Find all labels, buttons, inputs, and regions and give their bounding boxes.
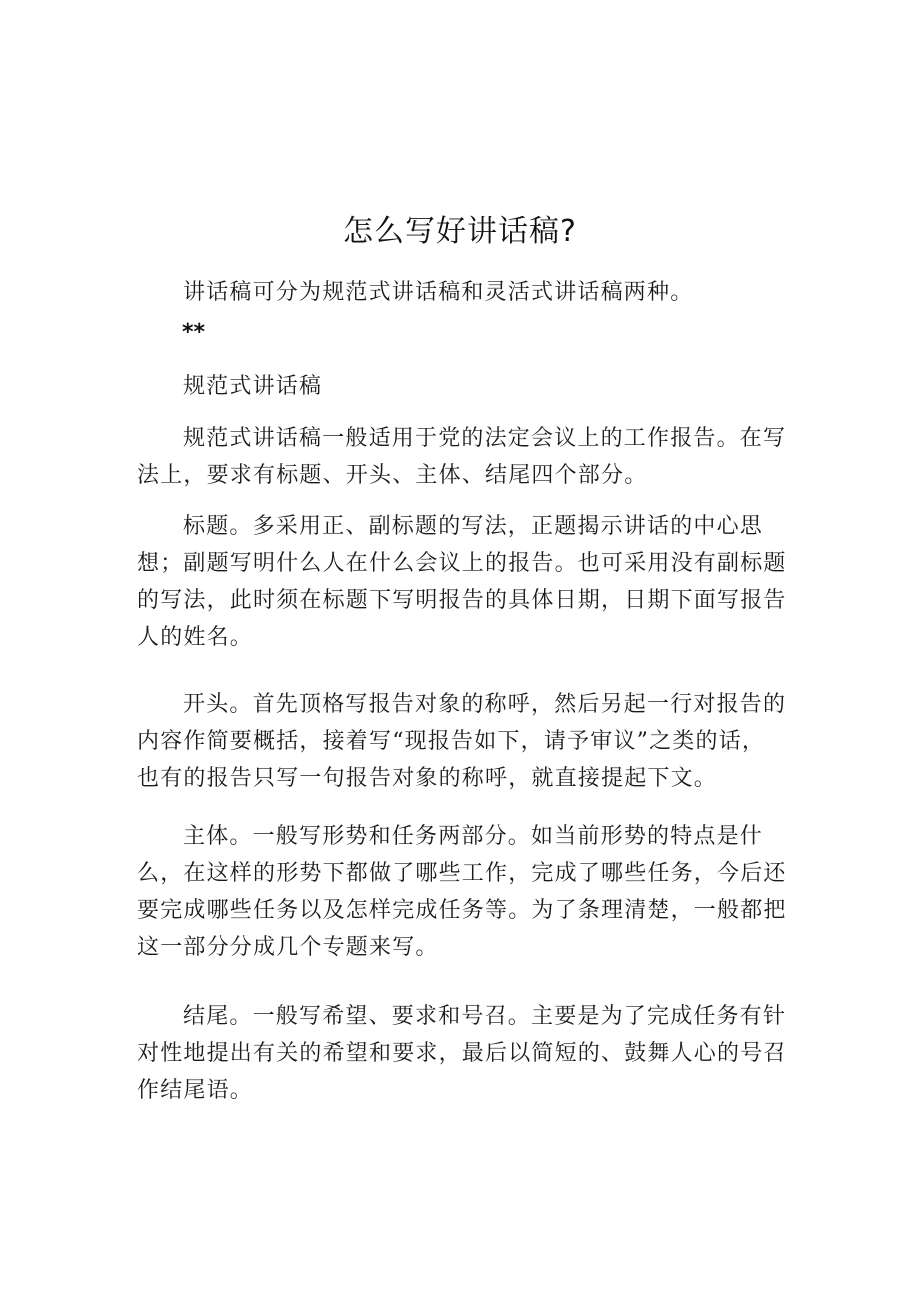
- paragraph-main-part: 主体。一般写形势和任务两部分。如当前形势的特点是什么，在这样的形势下都做了哪些工作，完成了哪些任务，今后还要完成哪些任务以及怎样完成任务等。为了条理清楚，一般都把这一部分分成几个专题来写。: [137, 824, 787, 960]
- separator-mark: **: [182, 320, 206, 345]
- paragraph-title-part: 标题。多采用正、副标题的写法，正题揭示讲话的中心思想；副题写明什么人在什么会议上的报告。也可采用没有副标题的写法，此时须在标题下写明报告的具体日期，日期下面写报告人的姓名。: [137, 514, 787, 650]
- paragraph-opening-part: 开头。首先顶格写报告对象的称呼，然后另起一行对报告的内容作简要概括，接着写“现报告如下，请予审议”之类的话，也有的报告只写一句报告对象的称呼，就直接提起下文。: [137, 692, 787, 791]
- paragraph-ending-part: 结尾。一般写希望、要求和号召。主要是为了完成任务有针对性地提出有关的希望和要求，最后以简短的、鼓舞人心的号召作结尾语。: [137, 1004, 787, 1103]
- page-title: 怎么写好讲话稿?: [343, 214, 577, 249]
- section-heading: 规范式讲话稿: [183, 374, 323, 399]
- intro-paragraph: 讲话稿可分为规范式讲话稿和灵活式讲话稿两种。: [183, 280, 694, 305]
- paragraph-overview: 规范式讲话稿一般适用于党的法定会议上的工作报告。在写法上，要求有标题、开头、主体、结尾四个部分。: [137, 426, 787, 488]
